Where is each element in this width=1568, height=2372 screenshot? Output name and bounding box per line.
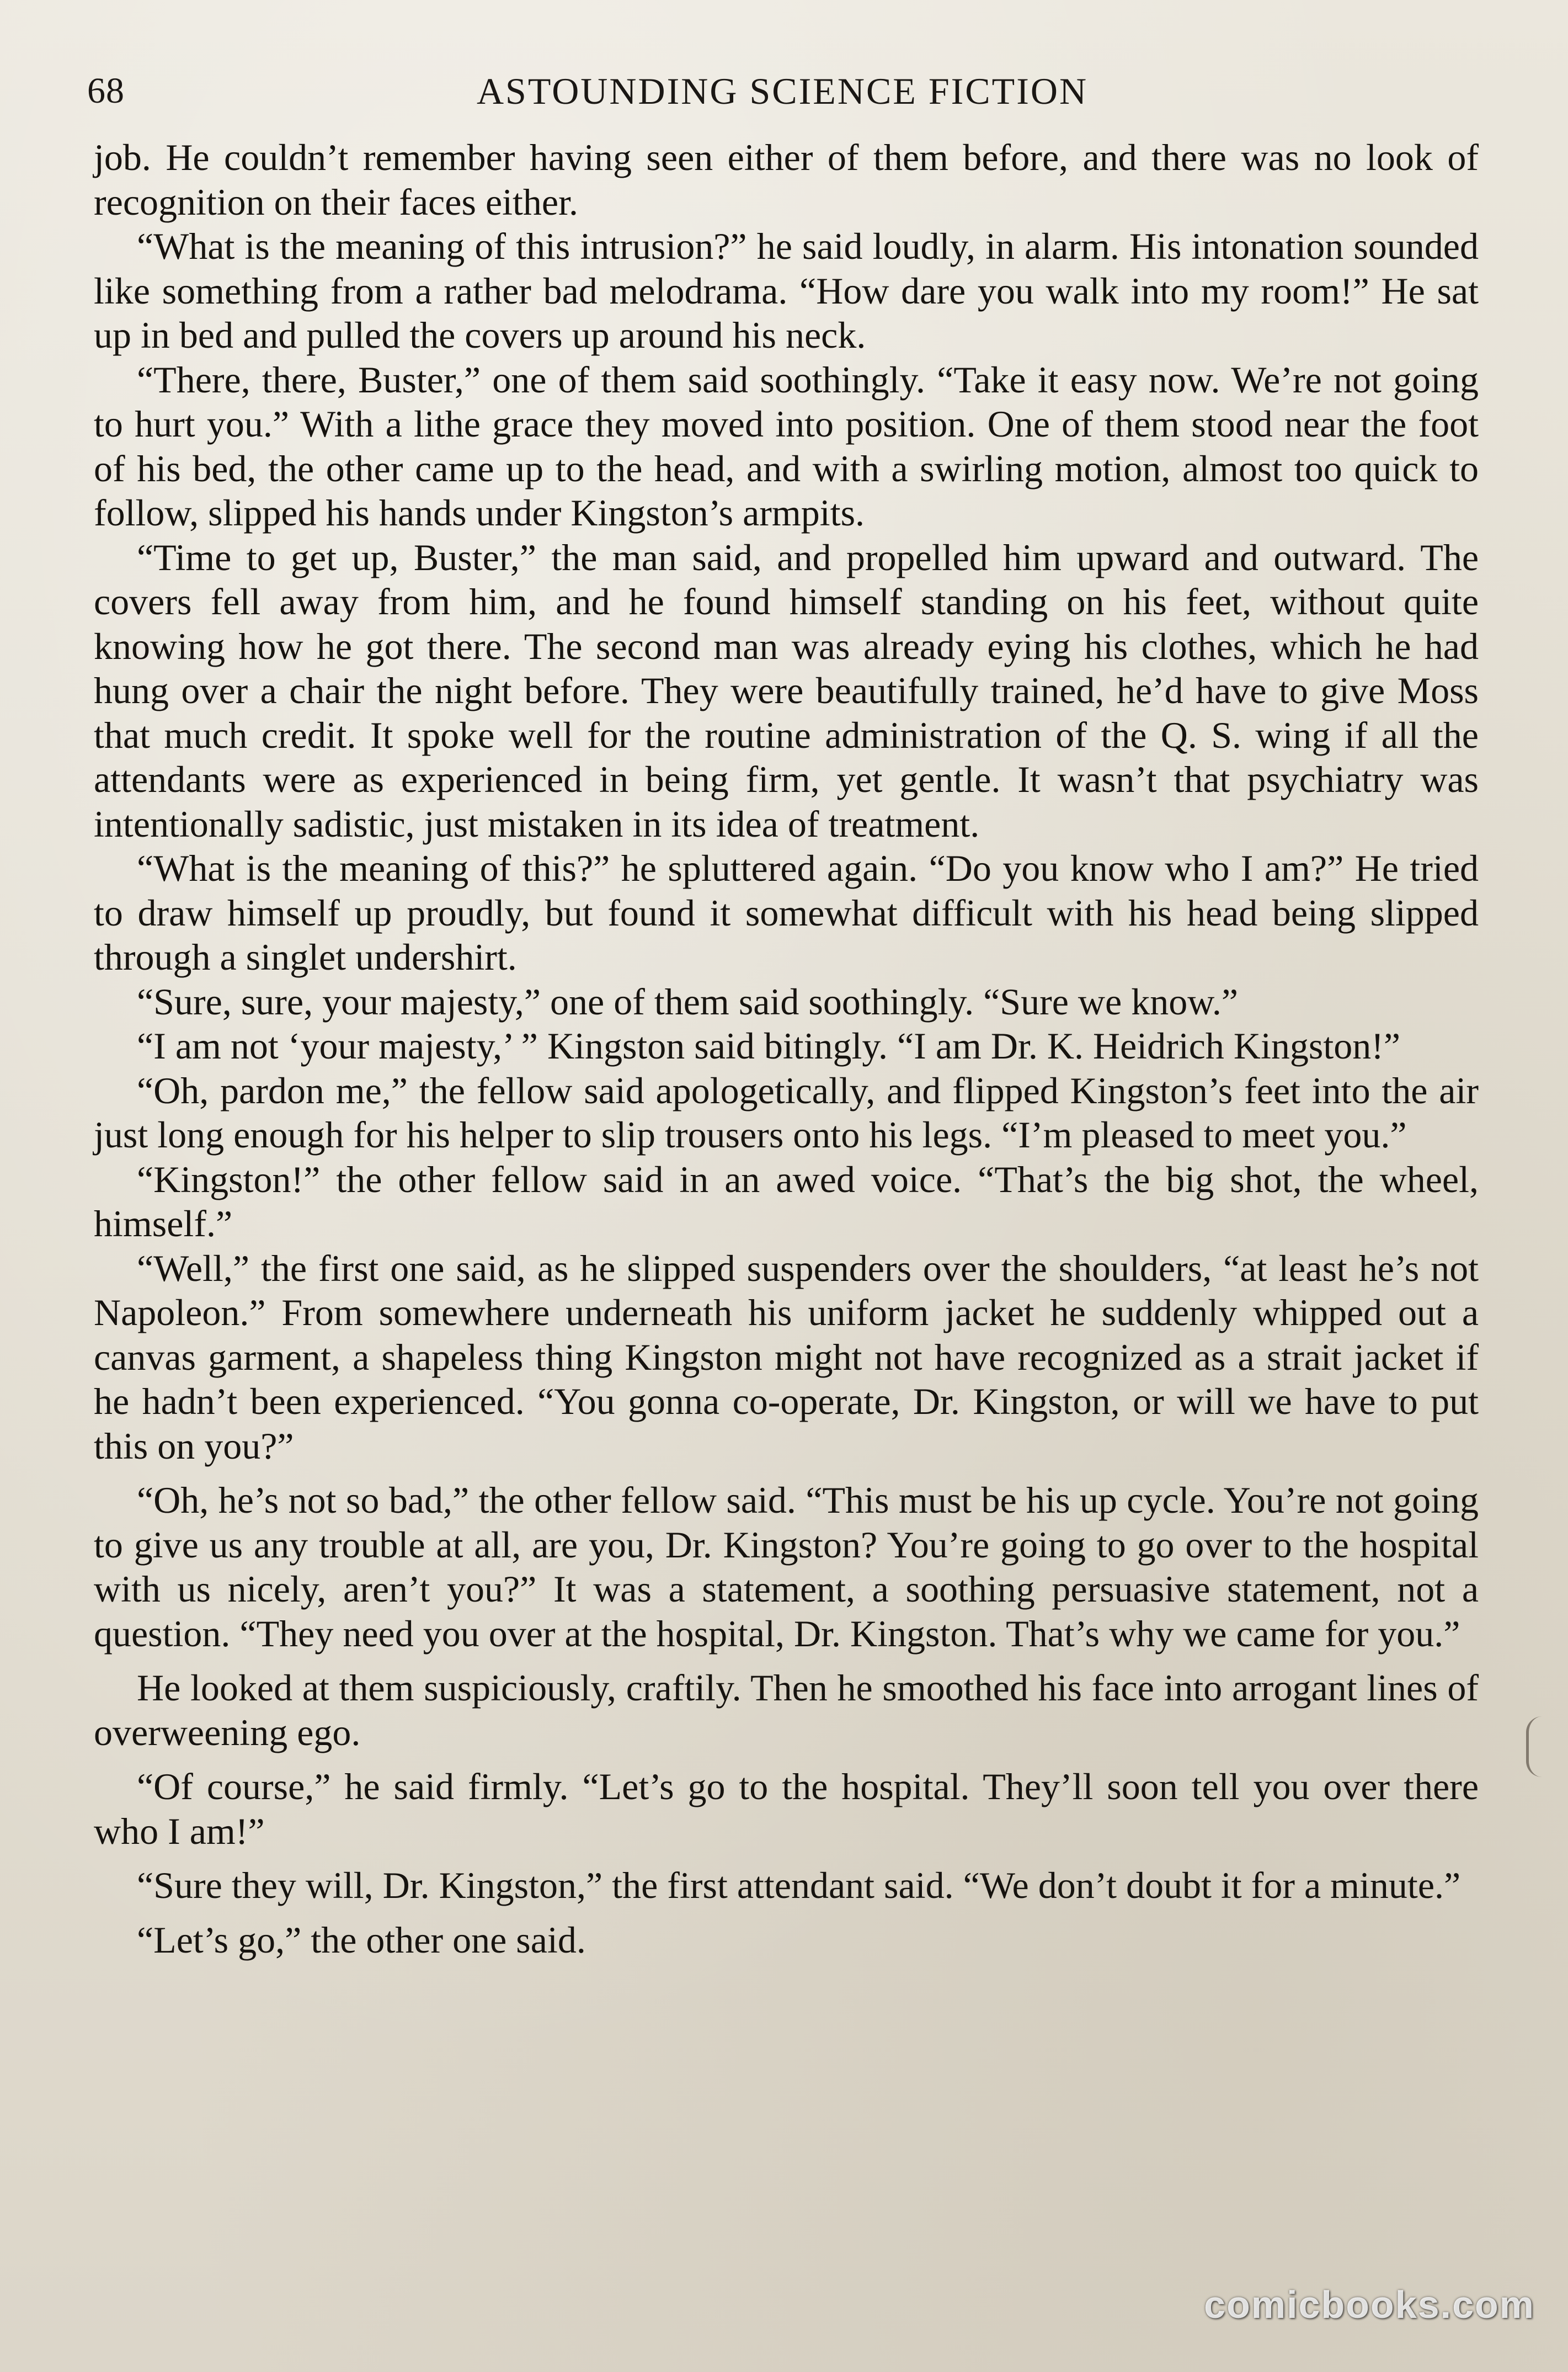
paragraph: “Well,” the first one said, as he slipped suspenders over the shoulders, “at least he’s not Napoleon.” From somewhere underneath his uniform jacket he suddenly whipped out a canvas garment, a shapeless thing Kingston might not have recognized as a strait jacket if he hadn’t been experienced. “You gonna co-operate, Dr. Kingston, or will we have to put this on you?”	[94, 1247, 1479, 1467]
paragraph: “What is the meaning of this intrusion?” he said loudly, in alarm. His intonation sounded like something from a rather bad melodrama. “How dare you walk into my room!” He sat up in bed and pulled the covers up around his neck.	[94, 225, 1479, 356]
paragraph: “What is the meaning of this?” he spluttered again. “Do you know who I am?” He tried to draw himself up proudly, but found it somewhat difficult with his head being slipped through a singlet undershirt.	[94, 847, 1479, 978]
paragraph: “Oh, he’s not so bad,” the other fellow said. “This must be his up cycle. You’re not going to give us any trouble at all, are you, Dr. Kingston? You’re going to go over to the hospital with us nicely, aren’t you?” It was a statement, a soothing persuasive statement, not a question. “They need you over at the hospital, Dr. Kingston. That’s why we came for you.”	[94, 1479, 1479, 1655]
page-number: 68	[87, 71, 125, 111]
running-head	[87, 61, 1478, 121]
story-text	[94, 135, 1479, 1962]
paragraph: job. He couldn’t remember having seen either of them before, and there was no look of recognition on their faces either.	[94, 136, 1479, 223]
paragraph: “Of course,” he said firmly. “Let’s go to the hospital. They’ll soon tell you over there who I am!”	[94, 1765, 1479, 1852]
paragraph: “Kingston!” the other fellow said in an awed voice. “That’s the big shot, the wheel, himself.”	[94, 1158, 1479, 1244]
paragraph: “I am not ‘your majesty,’ ” Kingston said bitingly. “I am Dr. K. Heidrich Kingston!”	[137, 1025, 1401, 1067]
paragraph: “There, there, Buster,” one of them said soothingly. “Take it easy now. We’re not going to hurt you.” With a lithe grace they moved into position. One of them stood near the foot of his bed, the other came up to the head, and with a swirling motion, almost too quick to follow, slipped his hands under Kingston’s armpits.	[94, 358, 1479, 534]
paragraph: “Oh, pardon me,” the fellow said apologetically, and flipped Kingston’s feet into the air just long enough for his helper to slip trousers onto his legs. “I’m pleased to meet you.”	[94, 1069, 1479, 1156]
watermark: comicbooks.com	[1204, 2283, 1535, 2326]
paragraph: He looked at them suspiciously, craftily. Then he smoothed his face into arrogant lines of overweening ego.	[94, 1667, 1479, 1753]
paragraph: “Sure, sure, your majesty,” one of them said soothingly. “Sure we know.”	[137, 980, 1239, 1023]
paragraph: “Let’s go,” the other one said.	[137, 1918, 586, 1961]
magazine-title: ASTOUNDING SCIENCE FICTION	[476, 70, 1089, 112]
paragraph: “Time to get up, Buster,” the man said, and propelled him upward and outward. The covers fell away from him, and he found himself standing on his feet, without quite knowing how he got there. The second man was already eying his clothes, which he had hung over a chair the night before. They were beautifully trained, he’d have to give Moss that much credit. It spoke well for the routine administration of the Q. S. wing if all the attendants were as experienced in being firm, yet gentle. It wasn’t that psychiatry was intentionally sadistic, just mistaken in its idea of treatment.	[94, 536, 1479, 845]
paragraph: “Sure they will, Dr. Kingston,” the first attendant said. “We don’t doubt it for a minute.”	[137, 1864, 1461, 1906]
margin-mark	[1526, 1716, 1542, 1777]
